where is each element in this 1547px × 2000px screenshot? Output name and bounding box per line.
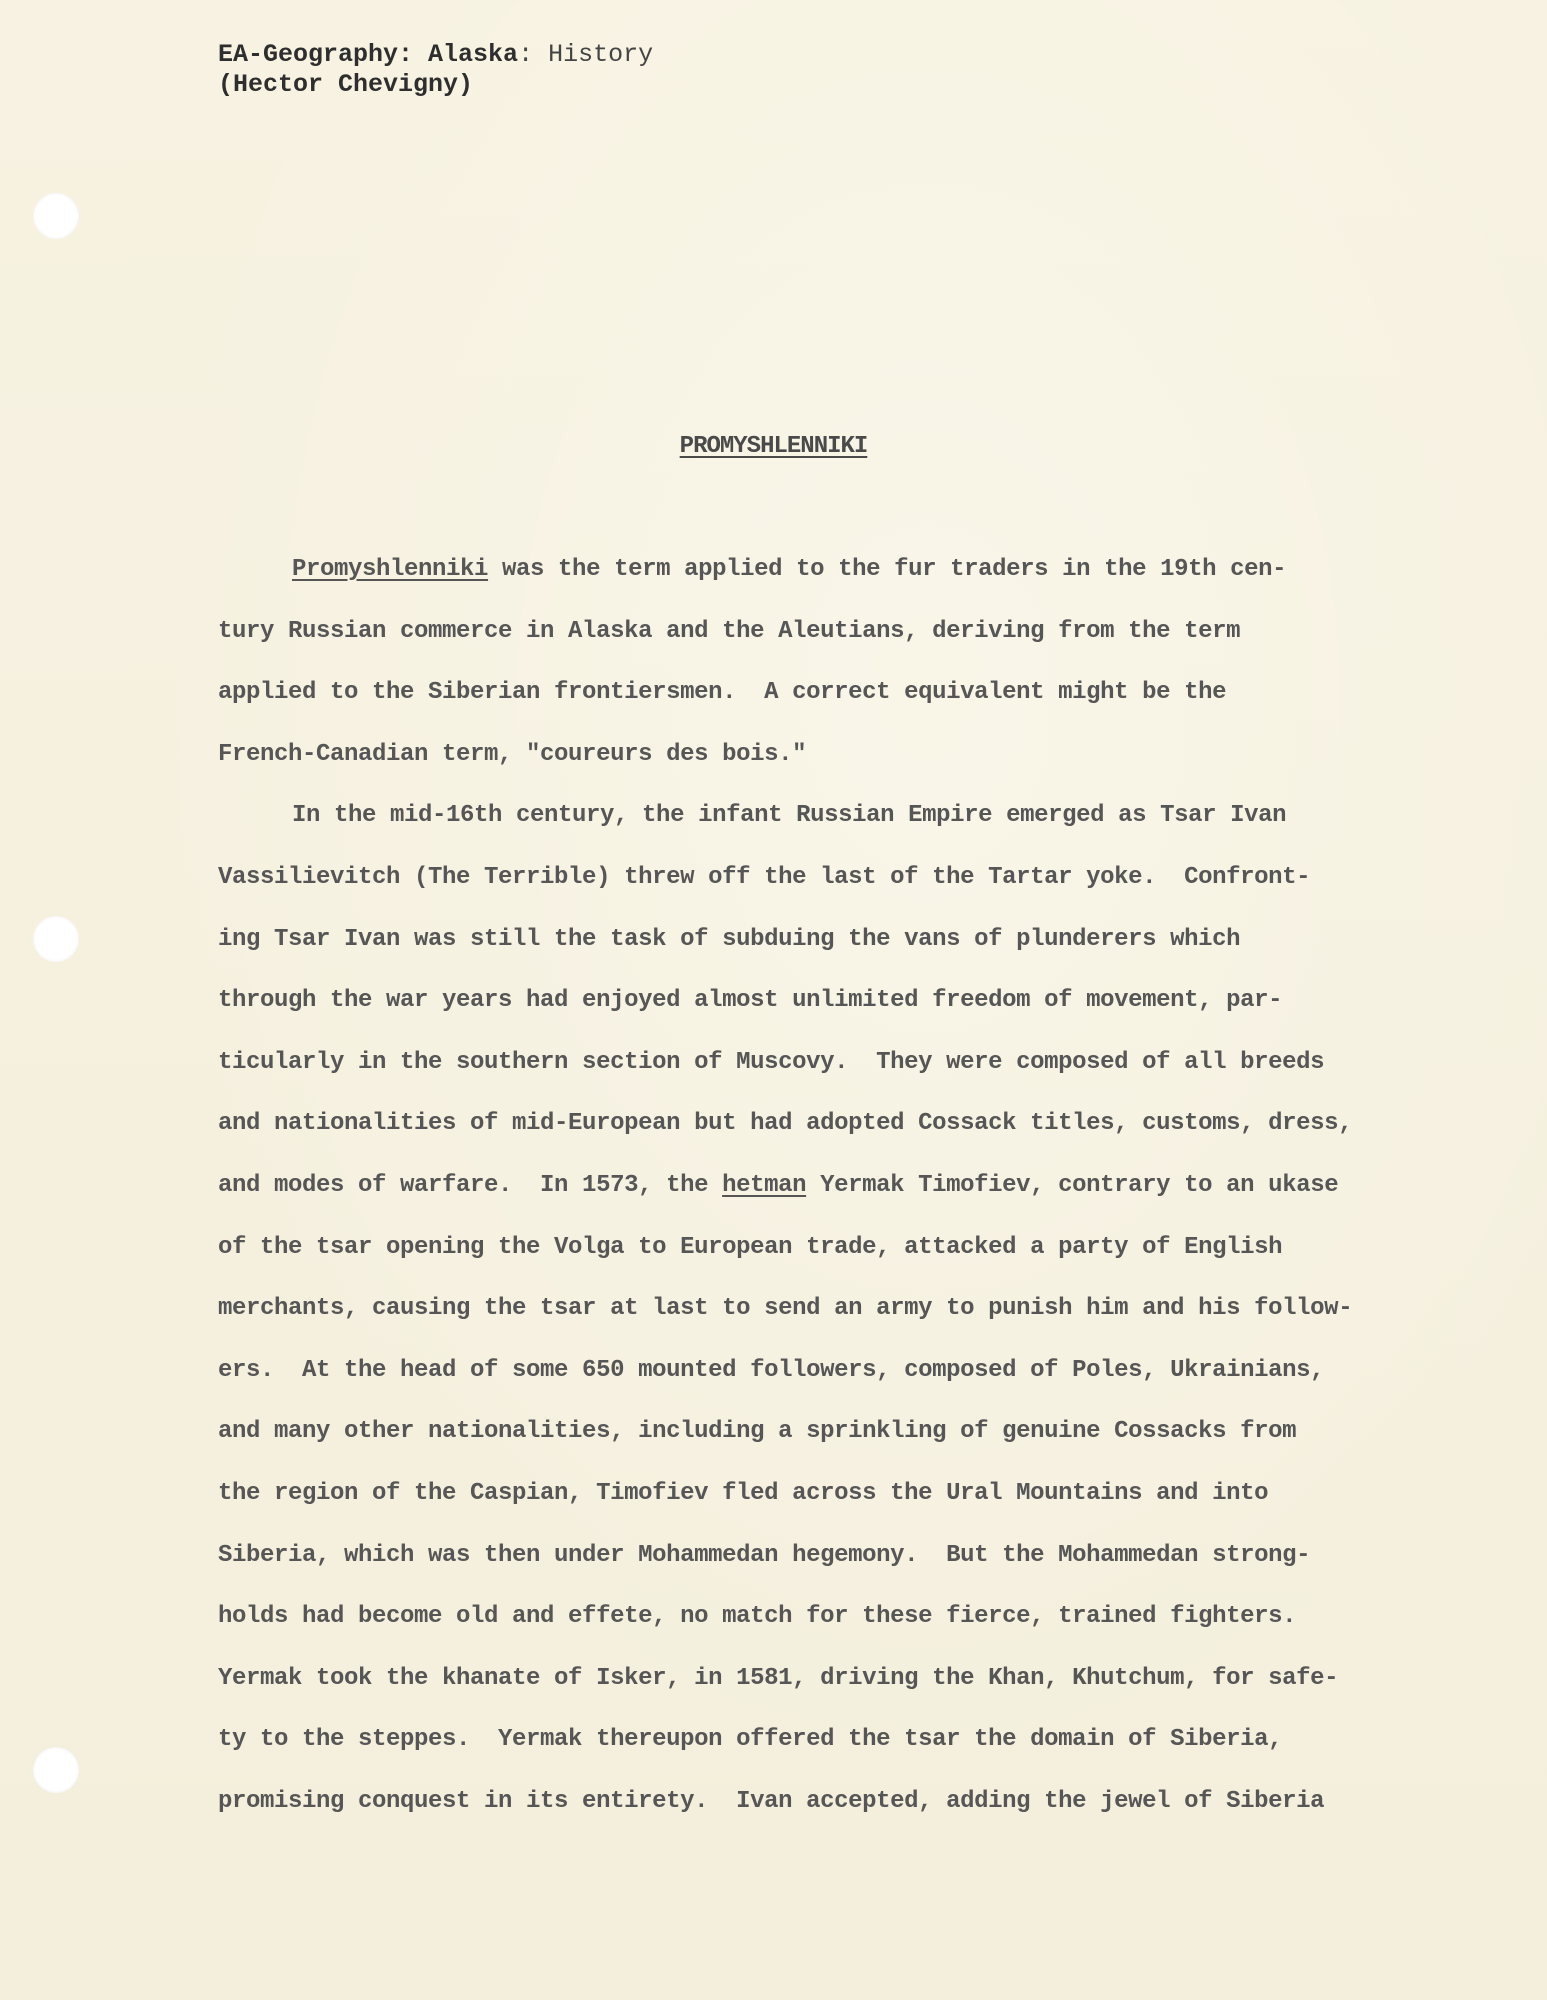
header-label-line [218, 40, 653, 70]
text-line: ers. At the head of some 650 mounted followers, composed of Poles, Ukrainians, [218, 1356, 1325, 1384]
text-line: and nationalities of mid-European but had adopted Cossack titles, customs, dress, [218, 1110, 1353, 1138]
text-line: In the mid-16th century, the infant Russian Empire emerged as Tsar Ivan [292, 802, 1287, 830]
text-span: was the term applied to the fur traders in the 19th cen- [488, 556, 1287, 583]
text-span: Yermak Timofiev, contrary to an ukase [806, 1171, 1339, 1199]
text-line: the region of the Caspian, Timofiev fled across the Ural Mountains and into [218, 1479, 1269, 1507]
text-line: ty to the steppes. Yermak thereupon offered the tsar the domain of Siberia, [218, 1726, 1283, 1754]
text-line: and many other nationalities, including a sprinkling of genuine Cossacks from [218, 1418, 1297, 1446]
text-line: merchants, causing the tsar at last to send an army to punish him and his follow- [218, 1295, 1353, 1323]
text-line: ticularly in the southern section of Muscovy. They were composed of all breeds [218, 1048, 1325, 1076]
header-author: (Hector Chevigny) [218, 70, 474, 99]
punch-hole [33, 193, 79, 239]
underlined-term: Promyshlenniki [292, 556, 489, 583]
text-line: ing Tsar Ivan was still the task of subduing the vans of plunderers which [218, 925, 1241, 953]
header-category: : History [518, 40, 654, 69]
document-header [218, 40, 653, 100]
text-line: promising conquest in its entirety. Ivan accepted, adding the jewel of Siberia [218, 1787, 1325, 1815]
punch-hole [33, 1747, 79, 1793]
text-line: applied to the Siberian frontiersmen. A correct equivalent might be the [218, 679, 1227, 707]
text-line: Siberia, which was then under Mohammedan hegemony. But the Mohammedan strong- [218, 1541, 1311, 1569]
page-title-text: PROMYSHLENNIKI [679, 433, 868, 460]
text-span: and modes of warfare. In 1573, the [218, 1171, 723, 1199]
punch-hole [33, 916, 79, 962]
underlined-term: hetman [722, 1171, 807, 1199]
text-line: French-Canadian term, "coureurs des bois." [218, 740, 807, 768]
header-subject: EA-Geography: Alaska [218, 40, 519, 69]
text-line: of the tsar opening the Volga to European trade, attacked a party of English [218, 1233, 1283, 1261]
text-line: tury Russian commerce in Alaska and the Aleutians, deriving from the term [218, 617, 1241, 645]
text-line: Vassilievitch (The Terrible) threw off the last of the Tartar yoke. Confront- [218, 863, 1311, 891]
text-line: Yermak took the khanate of Isker, in 1581, driving the Khan, Khutchum, for safe- [218, 1664, 1339, 1692]
text-line [218, 1166, 1478, 1228]
text-line [218, 550, 1478, 612]
text-line: holds had become old and effete, no match for these fierce, trained fighters. [218, 1603, 1297, 1631]
page-title [0, 433, 1547, 460]
body-text [218, 550, 1478, 1843]
text-line: through the war years had enjoyed almost unlimited freedom of movement, par- [218, 987, 1283, 1015]
